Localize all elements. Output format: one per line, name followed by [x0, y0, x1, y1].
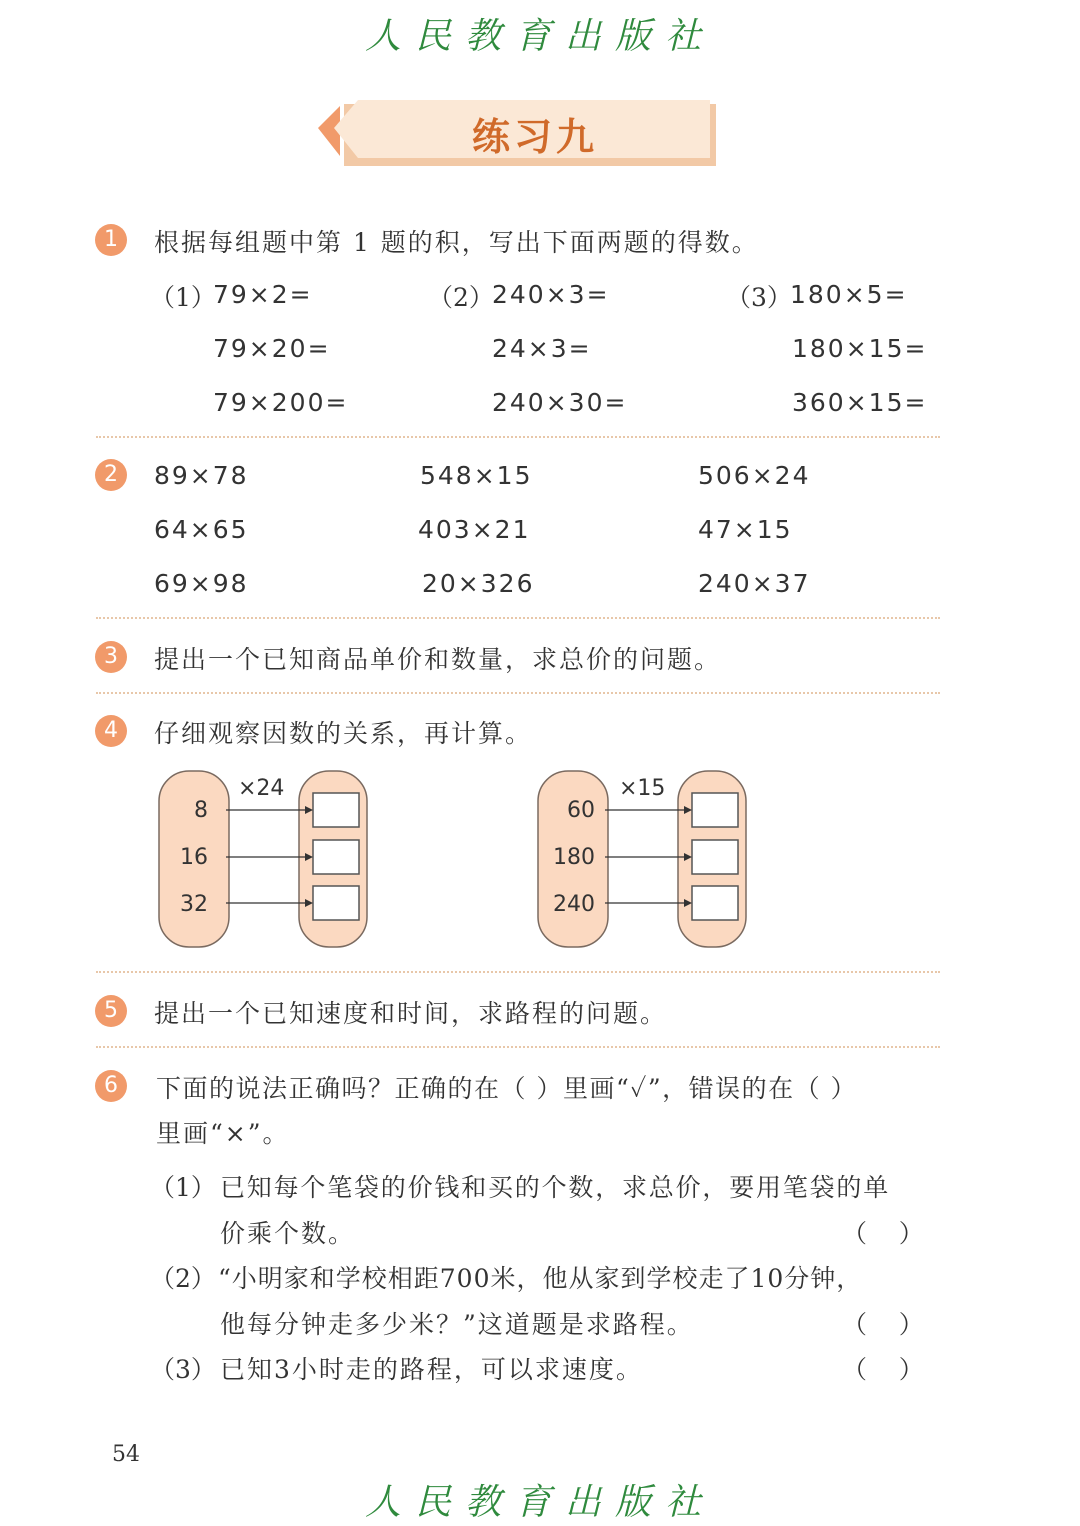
diagram-2-input: 180	[553, 845, 595, 870]
q1-expr: 79×20=	[213, 334, 331, 363]
q6-item-1-label: （1）	[150, 1173, 216, 1202]
q6-item-3-answer-paren[interactable]: （ ）	[842, 1355, 924, 1384]
q6-item-3-label: （3）	[150, 1355, 216, 1384]
q6-text-line-2: 里画“×”。	[156, 1119, 290, 1148]
diagram-1-multiplier: ×24	[238, 776, 285, 801]
q1-group-3-label: （3）	[726, 283, 792, 312]
q2-expr: 69×98	[154, 569, 249, 598]
q1-expr: 24×3=	[492, 334, 592, 363]
q6-item-2-label: （2）	[150, 1264, 216, 1293]
q2-expr: 64×65	[154, 515, 249, 544]
q2-expr: 403×21	[418, 515, 531, 544]
diagram-1-input: 32	[180, 892, 208, 917]
q5-text: 提出一个已知速度和时间，求路程的问题。	[154, 999, 668, 1028]
q1-expr: 79×200=	[213, 388, 349, 417]
q1-group-1-label: （1）	[150, 283, 216, 312]
question-number-1: 1	[95, 224, 127, 256]
diagram-1-input: 8	[194, 798, 208, 823]
question-number-2: 2	[95, 459, 127, 491]
title-banner	[318, 98, 718, 166]
diagram-2-input: 60	[567, 798, 595, 823]
question-number-6: 6	[95, 1070, 127, 1102]
q1-expr: 240×3=	[492, 280, 610, 309]
q1-expr: 240×30=	[492, 388, 628, 417]
page-number: 54	[112, 1442, 140, 1467]
q1-group-2-label: （2）	[428, 283, 494, 312]
factor-diagram-2	[535, 768, 765, 950]
section-divider	[96, 692, 940, 694]
q1-expr: 180×15=	[792, 334, 928, 363]
section-divider	[96, 1046, 940, 1048]
factor-diagram-1	[156, 768, 386, 950]
q6-item-1-line-2: 价乘个数。	[220, 1219, 356, 1248]
section-divider	[96, 971, 940, 973]
q3-text: 提出一个已知商品单价和数量，求总价的问题。	[154, 645, 722, 674]
q2-expr: 548×15	[420, 461, 533, 490]
q2-expr: 240×37	[698, 569, 811, 598]
q6-item-1-answer-paren[interactable]: （ ）	[842, 1219, 924, 1248]
q1-expr: 79×2=	[213, 280, 313, 309]
q1-expr: 360×15=	[792, 388, 928, 417]
q6-text-line-1: 下面的说法正确吗？正确的在（ ）里画“✓”，错误的在（ ）	[156, 1074, 858, 1103]
section-divider	[96, 436, 940, 438]
q1-text: 根据每组题中第 1 题的积，写出下面两题的得数。	[154, 228, 759, 257]
diagram-2-multiplier: ×15	[619, 776, 666, 801]
question-number-5: 5	[95, 995, 127, 1027]
q2-expr: 506×24	[698, 461, 811, 490]
q6-item-2-line-2: 他每分钟走多少米？”这道题是求路程。	[220, 1310, 694, 1339]
section-divider	[96, 617, 940, 619]
page-title: 练习九	[471, 115, 598, 159]
question-number-4: 4	[95, 715, 127, 747]
q6-item-2-line-1: “小明家和学校相距700米，他从家到学校走了10分钟，	[218, 1264, 863, 1293]
question-number-3: 3	[95, 641, 127, 673]
diagram-1-input: 16	[180, 845, 208, 870]
q6-item-1-line-1: 已知每个笔袋的价钱和买的个数，求总价，要用笔袋的单	[220, 1173, 891, 1202]
diagram-2-input: 240	[553, 892, 595, 917]
publisher-header: 人民教育出版社	[364, 16, 715, 57]
q2-expr: 20×326	[422, 569, 535, 598]
publisher-footer: 人民教育出版社	[364, 1482, 715, 1523]
q6-item-2-answer-paren[interactable]: （ ）	[842, 1310, 924, 1339]
q4-text: 仔细观察因数的关系，再计算。	[154, 719, 533, 748]
q2-expr: 89×78	[154, 461, 249, 490]
q1-expr: 180×5=	[790, 280, 908, 309]
q2-expr: 47×15	[698, 515, 793, 544]
q6-item-3-line-1: 已知3小时走的路程，可以求速度。	[220, 1355, 643, 1384]
